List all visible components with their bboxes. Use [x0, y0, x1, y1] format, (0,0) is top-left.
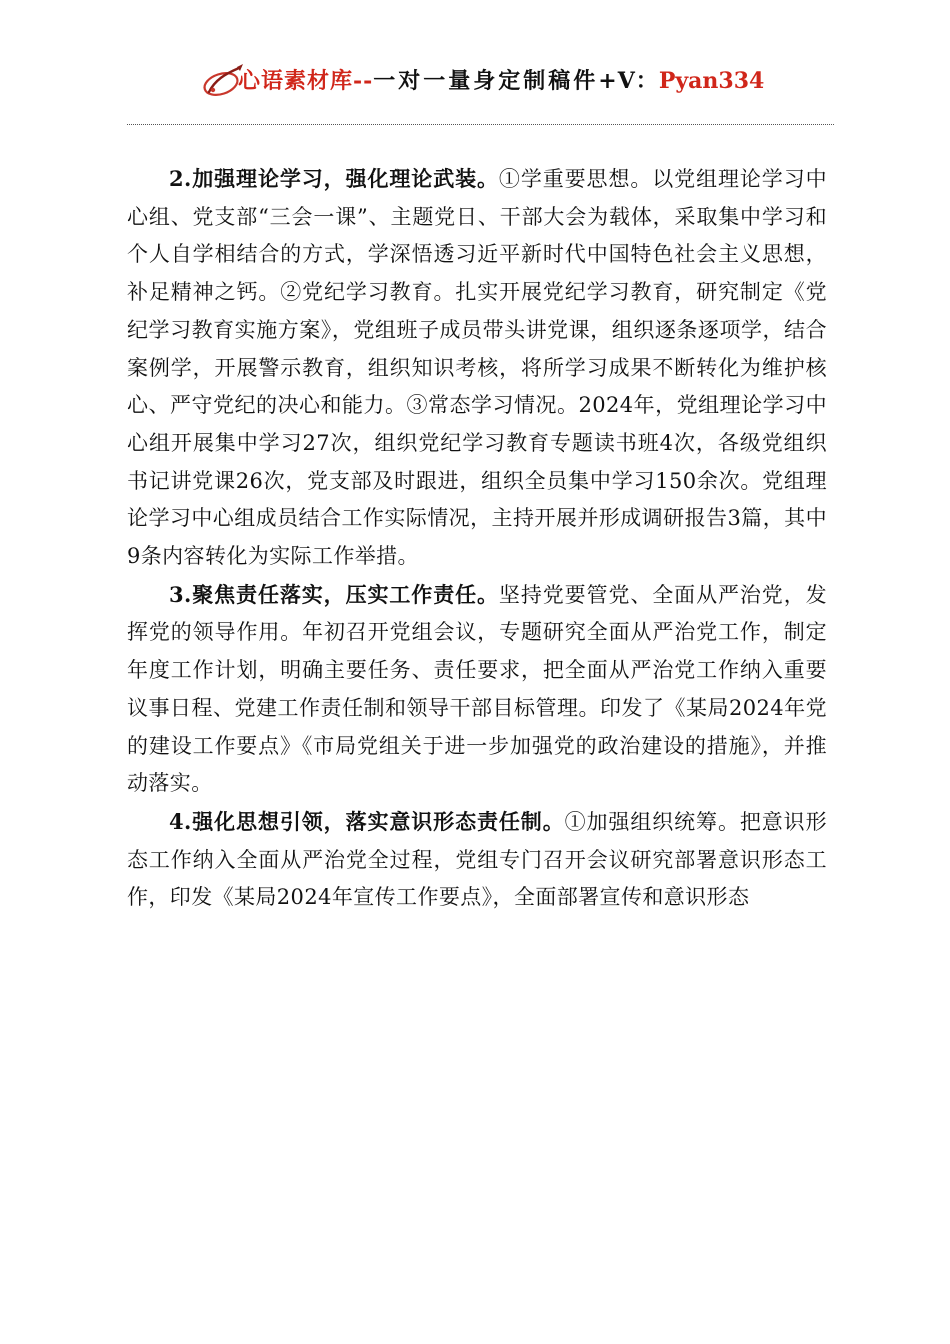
document-body: [127, 160, 827, 917]
paragraph-heading: 4.强化思想引领，落实意识形态责任制。: [169, 808, 565, 834]
paragraph-text: ①学重要思想。以党组理论学习中心组、党支部“三会一课”、主题党日、干部大会为载体，采取集中学习和个人自学相结合的方式，学深悟透习近平新时代中国特色社会主义思想，补足精神之钙。②党纪学习教育。扎实开展党纪学习教育，研究制定《党纪学习教育实施方案》，党组班子成员带头讲党课，组织逐条逐项学，结合案例学，开展警示教育，组织知识考核，将所学习成果不断转化为维护核心、严守党纪的决心和能力。③常态学习情况。2024年，党组理论学习中心组开展集中学习27次，组织党纪学习教育专题读书班4次，各级党组织书记讲党课26次，党支部及时跟进，组织全员集中学习150余次。党组理论学习中心组成员结合工作实际情况，主持开展并形成调研报告3篇，其中9条内容转化为实际工作举措。: [127, 167, 828, 569]
header-title: [238, 68, 764, 94]
header-slogan: 一对一量身定制稿件: [373, 68, 599, 94]
contact-id: Pyan334: [658, 68, 765, 94]
paragraph-heading: 2.加强理论学习，强化理论武装。: [169, 166, 499, 191]
brand-separator: --: [353, 68, 374, 94]
page-header: [0, 58, 950, 108]
paragraph-4: [127, 803, 827, 917]
paragraph-heading: 3.聚焦责任落实，压实工作责任。: [169, 581, 499, 607]
header-divider: [127, 124, 834, 125]
paragraph-3: [127, 576, 827, 803]
paragraph-2: [127, 160, 827, 576]
paragraph-text: 坚持党要管党、全面从严治党，发挥党的领导作用。年初召开党组会议，专题研究全面从严治党工作，制定年度工作计划，明确主要任务、责任要求，把全面从严治党工作纳入重要议事日程、党建工作责任制和领导干部目标管理。印发了《某局2024年党的建设工作要点》《市局党组关于进一步加强党的政治建设的措施》，并推动落实。: [127, 582, 828, 796]
contact-label: +V：: [598, 68, 659, 94]
brand-name: 心语素材库: [238, 68, 354, 94]
paragraph-text: ①加强组织统筹。把意识形态工作纳入全面从严治党全过程，党组专门召开会议研究部署意识形态工作，印发《某局2024年宣传工作要点》，全面部署宣传和意识形态: [127, 809, 827, 910]
